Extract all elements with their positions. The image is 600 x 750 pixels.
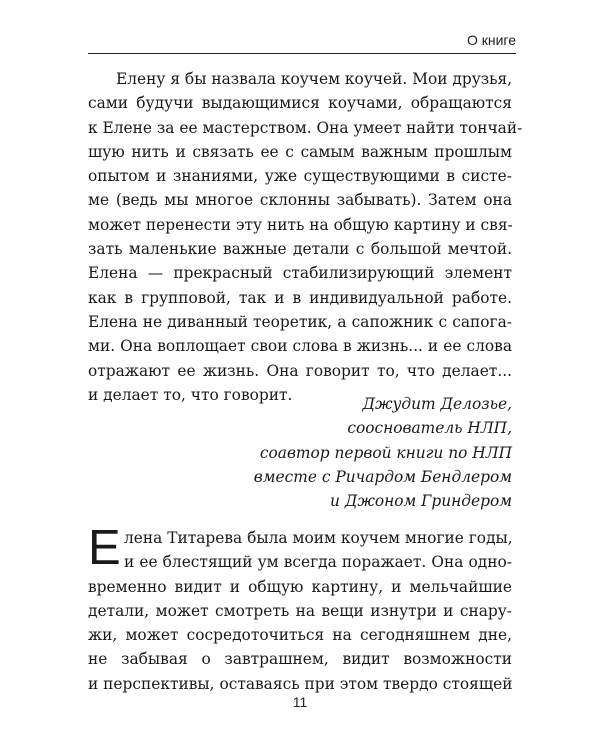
text-line: жи, может сосредоточиться на сегодняшнем дне, bbox=[88, 626, 512, 645]
text-line: опытом и знаниями, уже существующими в систе- bbox=[88, 167, 512, 186]
text-line: Елена — прекрасный стабилизирующий элемент bbox=[88, 264, 512, 283]
running-head-title: О книге bbox=[466, 32, 516, 48]
text-line: как в групповой, так и в индивидуальной работе. bbox=[88, 288, 512, 307]
attribution-line: сооснователь НЛП, bbox=[347, 419, 512, 438]
attribution-author: Джудит Делозье, bbox=[362, 395, 512, 413]
paragraph-quote bbox=[88, 67, 523, 407]
text-line: ме (ведь мы многое склонны забывать). Затем она bbox=[88, 191, 512, 210]
text-line: временно видит и общую картину, и мельчайшие bbox=[88, 577, 512, 596]
text-line: детали, может смотреть на вещи изнутри и снару- bbox=[88, 601, 512, 620]
text-line: Елену я бы назвала коучем коучей. Мои друзья, bbox=[116, 70, 513, 88]
text-line: отражают ее жизнь. Она говорит то, что делает... bbox=[88, 361, 512, 380]
attribution-line: соавтор первой книги по НЛП bbox=[259, 443, 512, 462]
page-number: 11 bbox=[292, 694, 308, 710]
text-line: шую нить и связать ее с самым важным прошлым bbox=[88, 142, 512, 161]
text-line: Елена не диванный теоретик, а сапожник с сапога- bbox=[88, 312, 512, 331]
text-line: и делает то, что говорит. bbox=[88, 385, 293, 404]
drop-cap-letter: Е bbox=[88, 521, 121, 575]
text-line: лена Титарева была моим коучем многие годы, bbox=[124, 529, 513, 547]
text-line: сами будучи выдающимися коучами, обращаются bbox=[88, 94, 512, 113]
text-line: может перенести эту нить на общую картину и свя- bbox=[88, 215, 513, 234]
paragraph-second bbox=[88, 521, 513, 696]
text-line: ми. Она воплощает свои слова в жизнь... и ее слова bbox=[88, 337, 512, 356]
header-rule bbox=[88, 53, 516, 54]
text-line: зать маленькие важные детали с большой мечтой. bbox=[88, 240, 512, 259]
attribution-line: и Джоном Гриндером bbox=[330, 492, 512, 511]
attribution-line: вместе с Ричардом Бендлером bbox=[253, 467, 512, 486]
text-line: к Елене за ее мастерством. Она умеет найти тончай- bbox=[88, 118, 523, 137]
text-line: и перспективы, оставаясь при этом твердо стоящей bbox=[88, 674, 513, 693]
text-line: и ее блестящий ум всегда поражает. Она одно- bbox=[124, 553, 512, 572]
text-line: не забывая о завтрашнем, видит возможности bbox=[88, 650, 512, 669]
quote-attribution bbox=[254, 392, 512, 513]
